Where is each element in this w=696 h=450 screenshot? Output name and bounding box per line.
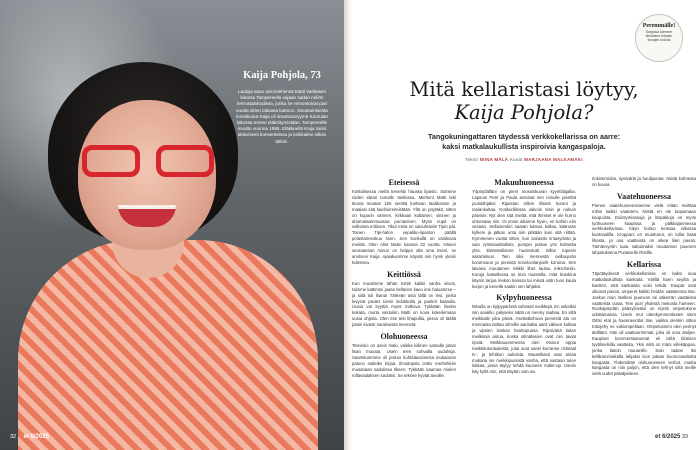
- right-issue-label: et 6/2025: [654, 434, 681, 440]
- caption-text: Lauloja asuu aviomiehensä Matti Varilaisen kanssa Tampereella vajaan sadan neliön kerrostalokodissa, jonka he remontoivat pari vuotta sitten lattiasta kattoon. Sisustamisesta innokkunut Kaija oli sisustusmyymä Kourulan lakossa ennen eläköitymistään. Tampereelle muutto vuonna 1995. Eläkkeellä Kaija toimii aktiivisesti konsertteissa ja keikkailee silloin tällöin.: [236, 89, 328, 144]
- article-section: [592, 176, 696, 188]
- section-body: Kotitulisessa meitä tervehtii hauska lipasto. Saimme niiden ideari tomalle Siellassa. Mieheni Matti teki Ikonia muutan 150 senttiä korkean laatikoston ja maalasi sitä kaelloirreiteistään. Yllä on pöytäkit, sitten on kuparin värinen, kirkkaan kultainen, sininen ja ahumulaammuassa pumaninen. Myös nupit on valkoista eritiinen. Tikut minä on saisuhtaviin Tipin päi. Toinen Tipi-halon vepaliko-lipaston päällä pelastaneeskuu ssen. Sen konkullä on valokuvia meistä. Olen ollut Matin kanssa 32 vuotta. Hänen seuraansan minun on helppo olla oma itseni, se arvitseni Kaija. Ajaiakunmme käyvät niin hyvin yksiin kulkessa.: [352, 189, 456, 265]
- section-body: Pienen vaatehuoneessamme vielä mitan mahtaa mihin kaikki vaateteni. Niistä en ole luopumaan kaupoista. Esiintymisasuja ja löspalkoja on myös työhuoneen kaapissa ja palkkajanmessa verkkokellarissa. Käyn kolmo kertaaa viikossa kuntosalilla. Kroppani on muuttunut, on tullut lisää lihasta, ja osa vaatteista on oikea liian pieniä. Tämänvyntin tuaa sattuimaksi muutaman puuoren lahjoituksena Punaiselle Ristille.: [592, 202, 696, 256]
- section-heading: Kellarissa: [626, 259, 662, 269]
- badge-title: Peremmälle!: [642, 23, 676, 29]
- section-heading: Kylpyhuoneessa: [496, 293, 552, 303]
- section-body: Yöpöydälläni on pieni mosoiskuvan kyynttilajalka. Lapsuni Petri ja Paula antoivat sen minulle pienittä joululahjaksi. Ripustan sillein illaisin koruni ja rasiankultaa. Kotikodillessa valvoin öisin ja nukuin päivisin. Nyt olen sitä mieltä, että ihmiset ei ole hurno uhtomaan niin. Oi ensin aikanne hyvin, en turhiin eiin vesaan. Sellainenkin saatan katsoa kollaa, käännän kylkeni ja jatkan unta niin pitkään kuin sitä riittää. Kymmenen vuotta sitten, kun sairastin rintasyövän ja sain rytmisautitaiköis, pompin joskus yöx kolmelta ylös. Elämäntilanne huolestutti. Sillon rupesin askarteluun. Tein riikii mennestä ovillasyvän koruinsuun ja pienistä konvlonilanjoelit koruina. Sen laivana muutamen Miikki lihet lauluu mikrofoniin. Koruja katsellessa se kiva muistella, mitä kravkina käynin tarjoa mekon kanssa tai missä ostin tuon kaula korjun ja kenellä saatiin sen lahjaksi.: [472, 189, 576, 289]
- headline-line-2: Kaija Pohjola?: [454, 101, 594, 124]
- section-body: Täpötäydessä verkkokellarissa on kaksi isoa matkalaukullista kankaita. Välillä haen seyiltä ja kaetten, että kankaista voisi tehdä. Kaupat ovat ulkonat pieniä, omperet kaikki heidän vaatteensa itse. Joskus mun itselleni puunvon tai väkerrän vaatteista vaatteista uusia. Tein juuri yhdestä mekosta hameen. Ruokapöydän pääsylsiväisi on niyttin ompelukone odottamassa. Usein mut oitenkymmenlusten siem Oittsi etat ja haenneontlut itse, vaikka olenkin sitten tottojehy ne vakiompellaan. Ompelusinmi olen perinyt äidiltäni. Hän oli vaattuerimmati, joka oli oma ateljee. Kaupiset kommentaanomat eli isiltä tiitäinen tyvälinelsilla vaatteita. Yksi niitä on mäni viilekäppoa, jonka laitoin muuanille. Sain taaton itsi kellikammaikalla lahjaksi ison pakan buomovaaltotta kangasta. Yhdenöitän olohuoneseen verhot, muitta kangasta on niin paljon, että olen tehnyt siitä meille vielä uudet päiväpeiteen.: [592, 270, 696, 377]
- section-body: Televisio on aseis maki, vaikka kiilinen samalla jotain lisan musata. Usein teen sohvalla uudoksja. Saamitummme oli joskus kohtalausimeisa mukaanan palooo sadeiko kirjaa. Ilmoitopsia onttiv merferkkiin musanaan sadulissa Ilkeen. Tykkään kaamas mielen rollavaalaksen sadoksi. Se teksee hyvää aivoille.: [352, 343, 456, 378]
- portrait-photo: [0, 0, 344, 450]
- article-section: [352, 270, 456, 328]
- deck-line-1: Tangokuningattaren täydessä verkkokellarissa on aarre:: [427, 132, 620, 141]
- left-issue-label: et 6/2025: [23, 434, 50, 440]
- section-body: rinkiversioka, ripsiväriä ja huulipunaa. Niistä kolmesta on kuvoa.: [592, 176, 696, 187]
- section-heading: Keittiössä: [387, 269, 421, 279]
- article-page: [352, 0, 696, 450]
- badge-text: Sarjassa tuemme tienkäsen tuttujen ilonojen kotona: [645, 30, 673, 43]
- article-credits: [352, 157, 696, 162]
- article-section: [352, 332, 456, 378]
- section-heading: Makuuhuoneessa: [494, 178, 554, 187]
- article-section: [472, 178, 576, 289]
- article-columns: [352, 176, 696, 431]
- credits-writer: NIINA MÄLÄ: [479, 157, 509, 162]
- page-gutter: [344, 0, 352, 450]
- credits-text-label: Teksti: [465, 157, 479, 162]
- article-section: [592, 260, 696, 377]
- deck-line-2: kaksi matkalaukullista inspiroivia kangaspaloja.: [442, 141, 606, 151]
- headline-line-1: Mitä kellaristasi löytyy,: [409, 78, 639, 101]
- article-section: [352, 178, 456, 266]
- caption-name: Kaija Pohjola, 73: [243, 70, 321, 81]
- article-column-3: [592, 176, 696, 431]
- glasses-right-lens: [156, 145, 214, 177]
- credits-photographer: MARJAANA MALKAMÄKI: [524, 157, 583, 162]
- photo-red-glasses: [80, 145, 216, 179]
- credits-photo-label: Kuvat: [509, 157, 523, 162]
- glasses-left-lens: [82, 145, 140, 177]
- section-heading: Eteisessä: [388, 178, 420, 187]
- section-body: Kun muutimme tähän kottin kaikki vanha siivos, taimme kattimmi jaaan kellarien kaeo ime haluamme – ja siitä tuli ihana! Tärkeän asia tällä on lesi, jonka levyinä paolet toimii induktiolla ja pueleit kaandia. Uusia vai kyyttiä myös mitkova. Tykkään lisekin kokata, murta vastoikin Matti on kova kokeilemaan uusia ohjeita. Olen itse teki lihapullia, joissa oli täällä jotain kivasti naruksesta mennetä.: [352, 280, 456, 328]
- section-heading: Vaatehuoneessa: [617, 191, 671, 201]
- photo-caption: [236, 70, 328, 145]
- article-column-2: [472, 176, 576, 431]
- series-badge: [635, 14, 683, 62]
- left-page-footer: [10, 434, 49, 440]
- left-page-number: 32: [10, 434, 17, 440]
- article-headline: [352, 78, 696, 124]
- right-page-number: 33: [681, 434, 688, 440]
- section-heading: Olohuoneessa: [380, 332, 428, 342]
- article-deck: [352, 132, 696, 151]
- article-section: [472, 293, 576, 375]
- article-column-1: [352, 176, 456, 431]
- section-body: Minulla on kylpyparlosä vahvasti meikkejä. En sekaiksi niin arvaillu, palyseko näitä on menny raahaa. En siltä meikkaile joka päivä. Asettatkohuva pienestä ala on mennasta laittaa silmillin aarisaksi aarit väksen kulkaa ja vipsien leiskan hauttupuusa. Ripsiväriä laitan meilkissa ainua, koska silmälasien ovat niin taviat ripsiä. Meikkauummessa olen etsinut oppia meikkitutoriaaleista, joita ovat usein kerranne ristinaal tv-: ja lehtikon auksista. Muutelkasti ovat ainaa mukana ise meikkipussistä vanha, että vastaan tulee lukkaa, jossa täytyy tehdä kuuneen make-up. Useiin käy kyllä niin, että käytän vain aa.: [472, 304, 576, 375]
- right-page-footer: [649, 434, 688, 440]
- article-section: [592, 192, 696, 256]
